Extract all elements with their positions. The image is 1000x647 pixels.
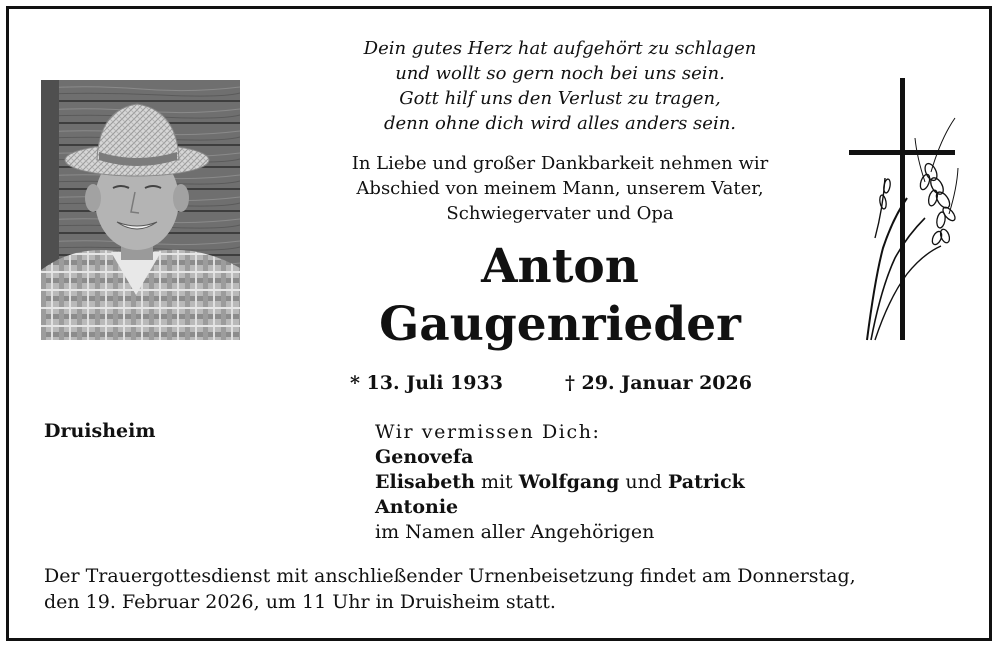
intro-text [300,151,820,226]
mourner-name: Antonie [375,496,459,518]
connector-text: und [625,471,662,493]
poem-line: und wollt so gern noch bei uns sein. [395,63,725,84]
mourners-heading: Wir vermissen Dich: [375,421,601,443]
intro-line: Schwiegervater und Opa [446,203,674,224]
poem-line: Gott hilf uns den Verlust zu tragen, [399,88,721,109]
mourners-block [375,420,745,545]
intro-line: Abschied von meinem Mann, unserem Vater, [356,178,764,199]
poem-line: denn ohne dich wird alles anders sein. [383,113,737,134]
mourner-name: Patrick [668,471,745,493]
portrait-photo [41,80,240,340]
mourner-name: Wolfgang [518,471,620,493]
service-line: den 19. Februar 2026, um 11 Uhr in Druisheim statt. [44,591,556,613]
service-line: Der Trauergottesdienst mit anschließender Urnenbeisetzung findet am Donnerstag, [44,565,856,587]
first-name: Anton [481,239,639,294]
mourner-name: Genovefa [375,446,474,468]
poem [300,36,820,136]
last-name: Gaugenrieder [379,297,741,352]
death-date: † 29. Januar 2026 [565,372,752,394]
poem-line: Dein gutes Herz hat aufgehört zu schlagen [363,38,757,59]
birth-date: * 13. Juli 1933 [350,372,503,394]
family-line: im Namen aller Angehörigen [375,521,655,543]
deceased-name [300,238,820,354]
mourner-name: Elisabeth [375,471,475,493]
connector-text: mit [480,471,513,493]
cross-icon [845,78,960,343]
intro-line: In Liebe und großer Dankbarkeit nehmen wir [351,153,769,174]
place-name: Druisheim [44,420,156,442]
service-info [44,563,964,615]
